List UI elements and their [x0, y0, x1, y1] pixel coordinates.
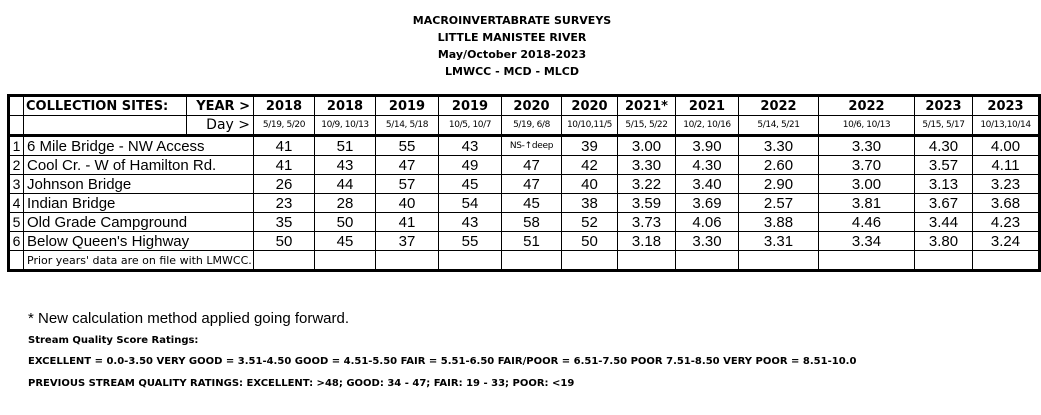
- value-cell: 3.69: [676, 194, 739, 213]
- value-cell: 37: [376, 232, 439, 251]
- value-cell: 3.73: [618, 213, 676, 232]
- empty-cell: [376, 251, 439, 271]
- empty-cell: [562, 251, 618, 271]
- title-organizations: LMWCC - MCD - MLCD: [445, 65, 579, 78]
- day-cell: 10/10,11/5: [562, 116, 618, 136]
- value-cell: 4.46: [819, 213, 915, 232]
- value-cell: 2.60: [739, 156, 819, 175]
- empty-cell: [973, 251, 1040, 271]
- value-cell: 3.13: [915, 175, 973, 194]
- header-blank: [9, 96, 24, 116]
- value-cell: 4.30: [915, 136, 973, 156]
- value-cell: 43: [439, 136, 502, 156]
- header-row: [9, 96, 1040, 116]
- year-header: YEAR >: [187, 96, 254, 116]
- table-row: [9, 156, 1040, 175]
- empty-cell: [315, 251, 376, 271]
- value-cell: 41: [376, 213, 439, 232]
- value-cell: 44: [315, 175, 376, 194]
- value-cell: 3.30: [618, 156, 676, 175]
- value-cell: 47: [502, 175, 562, 194]
- value-cell: 4.11: [973, 156, 1040, 175]
- value-cell: 54: [439, 194, 502, 213]
- year-cell: 2021*: [618, 96, 676, 116]
- value-cell: 26: [254, 175, 315, 194]
- value-cell: 45: [315, 232, 376, 251]
- value-cell: 3.70: [819, 156, 915, 175]
- collection-sites-header: COLLECTION SITES:: [24, 96, 187, 116]
- table-row: [9, 136, 1040, 156]
- value-cell: 3.18: [618, 232, 676, 251]
- value-cell: 3.68: [973, 194, 1040, 213]
- value-cell: 3.80: [915, 232, 973, 251]
- note-blank: [9, 251, 24, 271]
- day-blank: [9, 116, 24, 136]
- value-cell: 3.00: [618, 136, 676, 156]
- day-cell: 10/5, 10/7: [439, 116, 502, 136]
- value-cell: 3.59: [618, 194, 676, 213]
- row-number: 2: [9, 156, 24, 175]
- value-cell: 41: [254, 156, 315, 175]
- value-cell: 4.00: [973, 136, 1040, 156]
- site-name: Indian Bridge: [24, 194, 254, 213]
- day-cell: 5/19, 6/8: [502, 116, 562, 136]
- value-cell: 41: [254, 136, 315, 156]
- value-cell: 4.23: [973, 213, 1040, 232]
- row-number: 1: [9, 136, 24, 156]
- day-cell: 5/15, 5/17: [915, 116, 973, 136]
- value-cell: 23: [254, 194, 315, 213]
- value-cell: 3.88: [739, 213, 819, 232]
- value-cell: 3.24: [973, 232, 1040, 251]
- value-cell: 2.90: [739, 175, 819, 194]
- value-cell: 47: [376, 156, 439, 175]
- row-number: 3: [9, 175, 24, 194]
- day-cell: 10/13,10/14: [973, 116, 1040, 136]
- value-cell: 51: [315, 136, 376, 156]
- row-number: 6: [9, 232, 24, 251]
- value-cell: 52: [562, 213, 618, 232]
- day-cell: 10/2, 10/16: [676, 116, 739, 136]
- year-cell: 2020: [562, 96, 618, 116]
- table-row: [9, 232, 1040, 251]
- site-name: 6 Mile Bridge - NW Access: [24, 136, 254, 156]
- year-cell: 2019: [439, 96, 502, 116]
- table-row: [9, 175, 1040, 194]
- day-blank-site: [24, 116, 187, 136]
- value-cell: 38: [562, 194, 618, 213]
- row-number: 5: [9, 213, 24, 232]
- value-cell: 40: [376, 194, 439, 213]
- value-cell: 3.67: [915, 194, 973, 213]
- value-cell: 57: [376, 175, 439, 194]
- empty-cell: [439, 251, 502, 271]
- empty-cell: [676, 251, 739, 271]
- value-cell: 50: [562, 232, 618, 251]
- value-cell: 3.34: [819, 232, 915, 251]
- value-cell: 3.44: [915, 213, 973, 232]
- value-cell: 3.81: [819, 194, 915, 213]
- value-cell: 47: [502, 156, 562, 175]
- report-titles: [0, 12, 1024, 80]
- empty-cell: [254, 251, 315, 271]
- empty-cell: [618, 251, 676, 271]
- year-cell: 2020: [502, 96, 562, 116]
- value-cell: 3.30: [676, 232, 739, 251]
- value-cell: 49: [439, 156, 502, 175]
- site-name: Old Grade Campground: [24, 213, 254, 232]
- value-cell: 3.22: [618, 175, 676, 194]
- ratings-title: Stream Quality Score Ratings:: [28, 335, 199, 346]
- survey-table: [7, 94, 1041, 272]
- value-cell: 3.31: [739, 232, 819, 251]
- year-cell: 2021: [676, 96, 739, 116]
- value-cell: 55: [439, 232, 502, 251]
- value-cell: 4.06: [676, 213, 739, 232]
- year-cell: 2023: [973, 96, 1040, 116]
- table-row: [9, 194, 1040, 213]
- year-cell: 2023: [915, 96, 973, 116]
- value-cell: 39: [562, 136, 618, 156]
- ratings-scale: EXCELLENT = 0.0-3.50 VERY GOOD = 3.51-4.50 GOOD = 4.51-5.50 FAIR = 5.51-6.50 FAIR/POOR = 6.51-7.50 POOR 7.51-8.50 VERY POOR = 8.51-10.0: [28, 356, 857, 367]
- site-name: Johnson Bridge: [24, 175, 254, 194]
- value-cell: 3.23: [973, 175, 1040, 194]
- day-cell: 5/19, 5/20: [254, 116, 315, 136]
- day-row: [9, 116, 1040, 136]
- day-header: Day >: [187, 116, 254, 136]
- value-cell: 4.30: [676, 156, 739, 175]
- value-cell: 3.00: [819, 175, 915, 194]
- value-cell: 35: [254, 213, 315, 232]
- year-cell: 2018: [254, 96, 315, 116]
- value-cell: 45: [502, 194, 562, 213]
- value-cell: 3.40: [676, 175, 739, 194]
- value-cell: 3.90: [676, 136, 739, 156]
- value-cell: 45: [439, 175, 502, 194]
- day-cell: 5/14, 5/21: [739, 116, 819, 136]
- empty-cell: [915, 251, 973, 271]
- value-cell: 42: [562, 156, 618, 175]
- empty-cell: [502, 251, 562, 271]
- year-cell: 2022: [819, 96, 915, 116]
- title-period: May/October 2018-2023: [437, 48, 587, 61]
- year-cell: 2022: [739, 96, 819, 116]
- site-name: Below Queen's Highway: [24, 232, 254, 251]
- value-cell: 28: [315, 194, 376, 213]
- value-cell: 3.30: [739, 136, 819, 156]
- value-cell: 40: [562, 175, 618, 194]
- value-cell: 58: [502, 213, 562, 232]
- value-cell: 2.57: [739, 194, 819, 213]
- day-cell: 5/15, 5/22: [618, 116, 676, 136]
- table-row: [9, 213, 1040, 232]
- prior-data-note: Prior years' data are on file with LMWCC.: [24, 251, 254, 271]
- year-cell: 2018: [315, 96, 376, 116]
- day-cell: 5/14, 5/18: [376, 116, 439, 136]
- row-number: 4: [9, 194, 24, 213]
- previous-ratings: PREVIOUS STREAM QUALITY RATINGS: EXCELLENT: >48; GOOD: 34 - 47; FAIR: 19 - 33; POOR: <19: [28, 378, 575, 389]
- site-name: Cool Cr. - W of Hamilton Rd.: [24, 156, 254, 175]
- value-cell: 3.57: [915, 156, 973, 175]
- day-cell: 10/9, 10/13: [315, 116, 376, 136]
- note-row: [9, 251, 1040, 271]
- calculation-note: * New calculation method applied going forward.: [28, 310, 350, 327]
- year-cell: 2019: [376, 96, 439, 116]
- empty-cell: [819, 251, 915, 271]
- value-cell: 50: [254, 232, 315, 251]
- title-river: LITTLE MANISTEE RIVER: [437, 31, 587, 44]
- title-surveys: MACROINVERTABRATE SURVEYS: [412, 14, 612, 27]
- value-cell: 55: [376, 136, 439, 156]
- value-cell: 3.30: [819, 136, 915, 156]
- value-cell: 50: [315, 213, 376, 232]
- day-cell: 10/6, 10/13: [819, 116, 915, 136]
- empty-cell: [739, 251, 819, 271]
- value-cell: NS-↑deep: [502, 136, 562, 156]
- value-cell: 43: [315, 156, 376, 175]
- value-cell: 43: [439, 213, 502, 232]
- value-cell: 51: [502, 232, 562, 251]
